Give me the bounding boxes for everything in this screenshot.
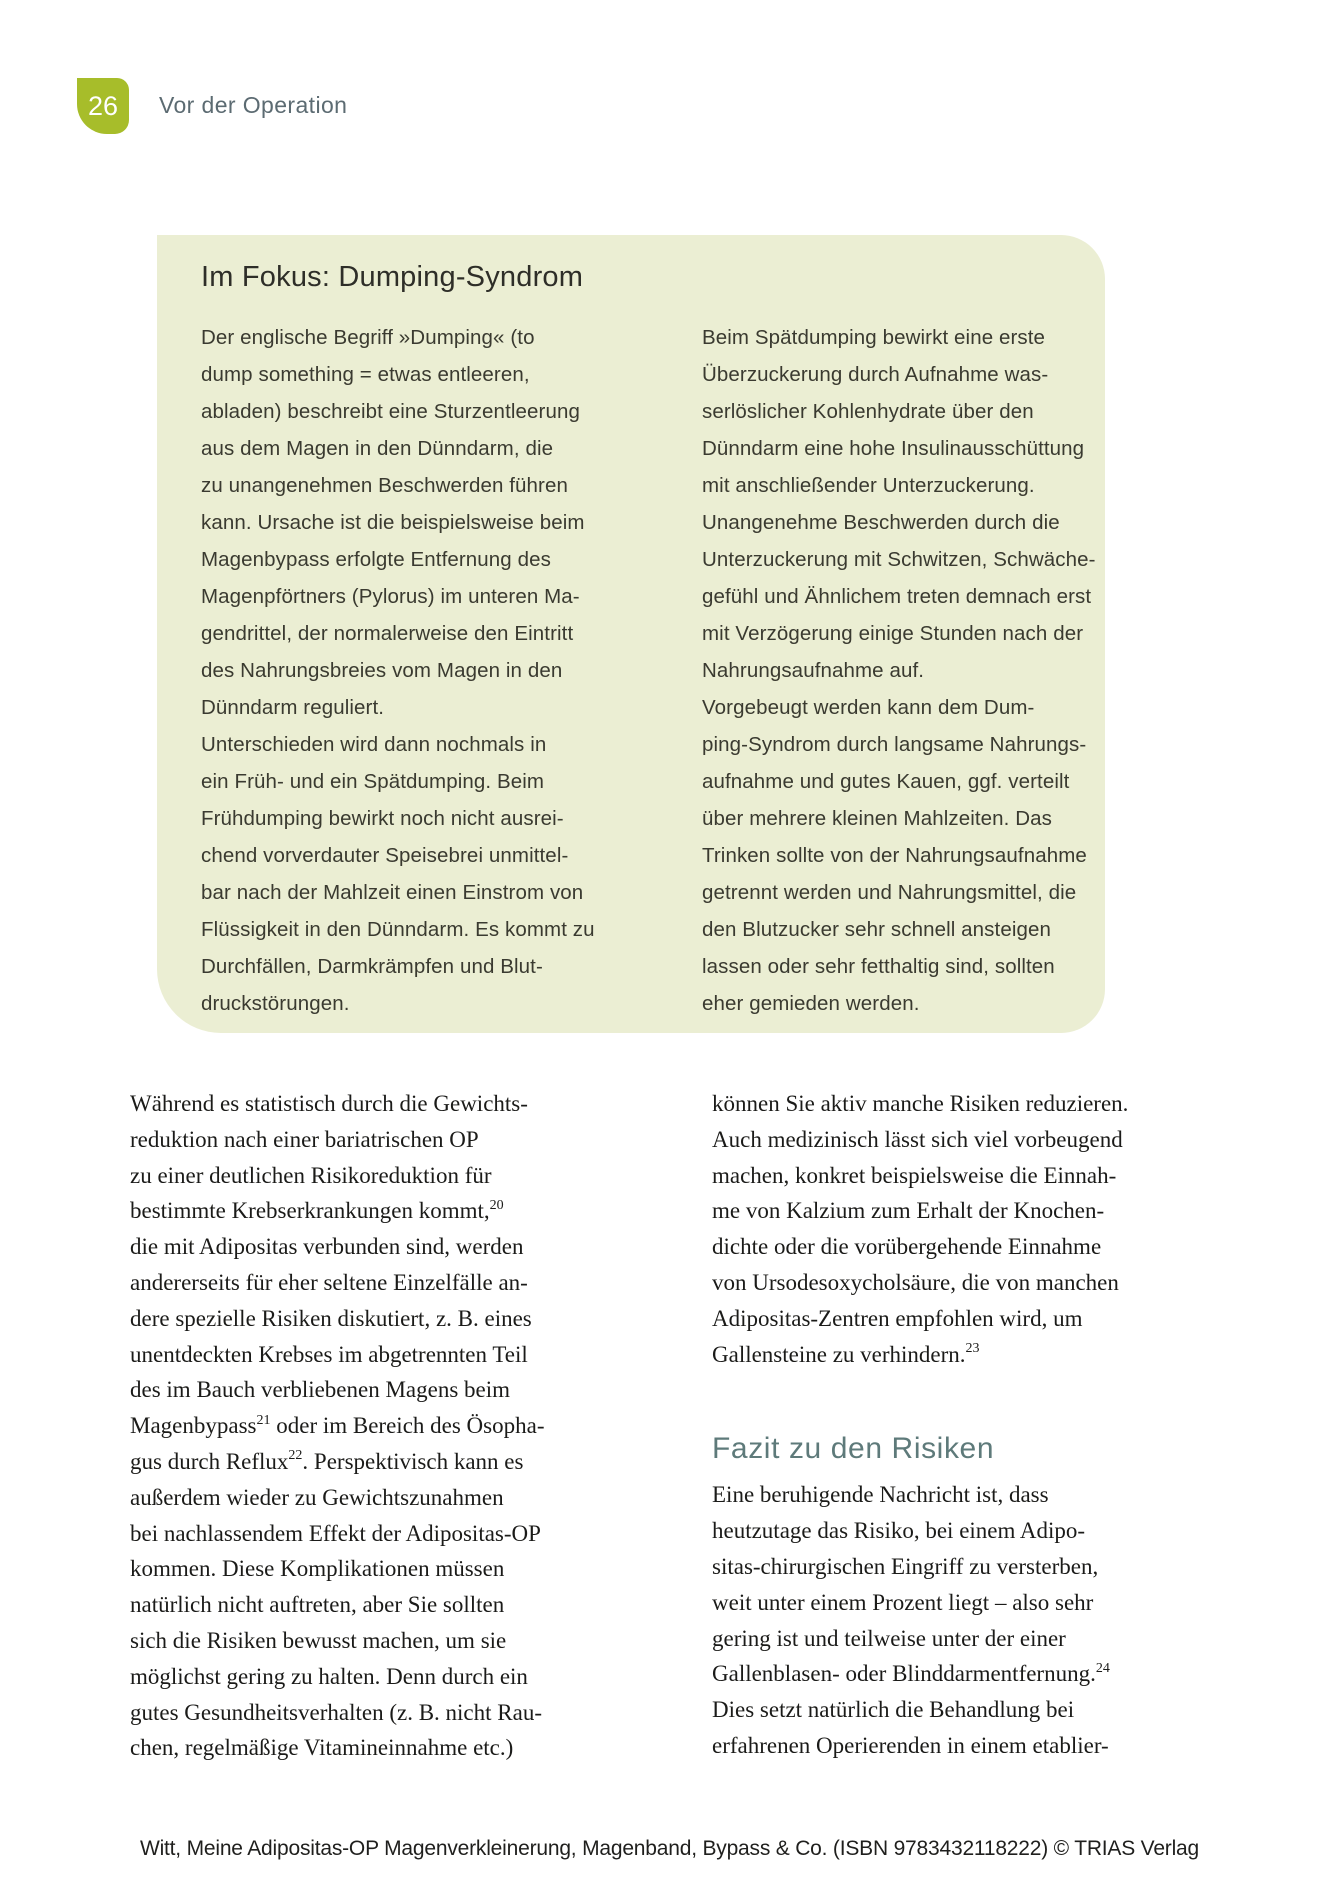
page-number-badge [77, 78, 129, 134]
footnote-ref: 21 [256, 1412, 271, 1428]
text-line: dichte oder die vorübergehende Einnahme [712, 1234, 1102, 1260]
text-line: sitas-chirurgischen Eingriff zu versterben, [712, 1553, 1099, 1579]
text-line: natürlich nicht auftreten, aber Sie sollten [130, 1592, 505, 1618]
text-line: chen, regelmäßige Vitamineinnahme etc.) [130, 1735, 514, 1761]
focus-box-title: Im Fokus: Dumping-Syndrom [201, 261, 584, 293]
text-line: bei nachlassendem Effekt der Adipositas-OP [130, 1520, 541, 1546]
text-line: gus durch Reflux$^{22}$. Perspektivisch kann es [130, 1448, 524, 1474]
text-line: chend vorverdauter Speisebrei unmittel- [201, 844, 569, 867]
text-line: abladen) beschreibt eine Sturzentleerung [201, 400, 580, 423]
text-line: zu einer deutlichen Risikoreduktion für [130, 1162, 492, 1188]
text-line: Dies setzt natürlich die Behandlung bei [712, 1697, 1075, 1723]
text-line: Adipositas-Zentren empfohlen wird, um [712, 1305, 1083, 1331]
text-line: lassen oder sehr fetthaltig sind, sollten [702, 955, 1055, 978]
text-line: Unterzuckerung mit Schwitzen, Schwäche- [702, 548, 1096, 571]
text-line: des im Bauch verbliebenen Magens beim [130, 1377, 511, 1403]
text-line: Magenbypass erfolgte Entfernung des [201, 548, 551, 571]
text-line: den Blutzucker sehr schnell ansteigen [702, 918, 1051, 941]
text-line: Der englische Begriff »Dumping« (to [201, 326, 535, 349]
text-line: machen, konkret beispielsweise die Einnah- [712, 1162, 1117, 1188]
text-line: gefühl und Ähnlichem treten demnach erst [702, 585, 1092, 608]
text-line: gering ist und teilweise unter der einer [712, 1625, 1066, 1651]
text-line: bestimmte Krebserkrankungen kommt,$^{20}$ [130, 1197, 504, 1224]
text-line: heutzutage das Risiko, bei einem Adipo- [712, 1518, 1086, 1544]
text-line: möglichst gering zu halten. Denn durch ein [130, 1663, 528, 1689]
focus-box-right-column [702, 319, 1096, 1022]
text-line: mit anschließender Unterzuckerung. [702, 474, 1035, 497]
text-line: Trinken sollte von der Nahrungsaufnahme [702, 844, 1087, 867]
page-number: 26 [87, 90, 119, 121]
text-line: Gallensteine zu verhindern.$^{23}$ [712, 1340, 980, 1367]
text-line: ein Früh- und ein Spätdumping. Beim [201, 770, 545, 793]
focus-box-left-column [201, 319, 595, 1022]
text-line: aufnahme und gutes Kauen, ggf. verteilt [702, 770, 1070, 793]
body-right-column [712, 1086, 1128, 1764]
text-line: ping-Syndrom durch langsame Nahrungs- [702, 733, 1087, 756]
text-line: des Nahrungsbreies vom Magen in den [201, 659, 563, 682]
footnote-ref: 20 [489, 1197, 504, 1213]
text-line: Dünndarm eine hohe Insulinausschüttung [702, 437, 1085, 460]
focus-box [157, 235, 1105, 1033]
text-line: reduktion nach einer bariatrischen OP [130, 1126, 479, 1152]
text-line: dump something = etwas entleeren, [201, 363, 530, 386]
text-line: zu unangenehmen Beschwerden führen [201, 474, 568, 497]
text-line: serlöslicher Kohlenhydrate über den [702, 400, 1034, 423]
text-line: bar nach der Mahlzeit einen Einstrom von [201, 881, 584, 904]
text-line: Beim Spätdumping bewirkt eine erste [702, 326, 1046, 349]
text-line: kommen. Diese Komplikationen müssen [130, 1556, 505, 1582]
text-line: Durchfällen, Darmkrämpfen und Blut- [201, 955, 543, 978]
text-line: Unterschieden wird dann nochmals in [201, 733, 547, 756]
text-line: aus dem Magen in den Dünndarm, die [201, 437, 554, 460]
text-line: Flüssigkeit in den Dünndarm. Es kommt zu [201, 918, 595, 941]
text-line: dere spezielle Risiken diskutiert, z. B. eines [130, 1305, 532, 1331]
text-line: Während es statistisch durch die Gewichts- [130, 1091, 528, 1116]
text-line: andererseits für eher seltene Einzelfälle an- [130, 1269, 528, 1295]
text-line: Frühdumping bewirkt noch nicht ausrei- [201, 807, 564, 830]
text-line: kann. Ursache ist die beispielsweise beim [201, 511, 585, 534]
text-line: Dünndarm reguliert. [201, 696, 385, 719]
running-header: Vor der Operation [159, 92, 348, 118]
text-line: mit Verzögerung einige Stunden nach der [702, 622, 1084, 645]
footer-credit: Witt, Meine Adipositas-OP Magenverkleinerung, Magenband, Bypass & Co. (ISBN 9783432118222) © TRIAS Verlag [139, 1837, 1200, 1860]
text-line: gutes Gesundheitsverhalten (z. B. nicht Rau- [130, 1699, 542, 1725]
text-line: gendrittel, der normalerweise den Eintritt [201, 622, 574, 645]
text-line: weit unter einem Prozent liegt – also sehr [712, 1589, 1094, 1615]
text-line: unentdeckten Krebses im abgetrennten Teil [130, 1341, 528, 1367]
text-line: die mit Adipositas verbunden sind, werden [130, 1234, 524, 1260]
text-line: Unangenehme Beschwerden durch die [702, 511, 1060, 534]
text-line: Vorgebeugt werden kann dem Dum- [702, 696, 1035, 719]
text-line: Magenpförtners (Pylorus) im unteren Ma- [201, 585, 580, 608]
text-line: getrennt werden und Nahrungsmittel, die [702, 881, 1077, 904]
text-line: Magenbypass$^{21}$ oder im Bereich des Ösopha- [130, 1412, 545, 1439]
footnote-ref: 24 [1095, 1660, 1110, 1676]
text-line: außerdem wieder zu Gewichtszunahmen [130, 1484, 504, 1510]
footnote-ref: 23 [965, 1340, 980, 1356]
text-line: Eine beruhigende Nachricht ist, dass [712, 1482, 1049, 1508]
body-left-column [130, 1086, 545, 1766]
text-line: sich die Risiken bewusst machen, um sie [130, 1627, 507, 1653]
text-line: über mehrere kleinen Mahlzeiten. Das [702, 807, 1052, 830]
text-line: Überzuckerung durch Aufnahme was- [702, 363, 1049, 386]
text-line: von Ursodesoxycholsäure, die von manchen [712, 1269, 1119, 1295]
text-line: Auch medizinisch lässt sich viel vorbeugend [712, 1126, 1123, 1152]
text-line: me von Kalzium zum Erhalt der Knochen- [712, 1198, 1105, 1224]
text-line: druckstörungen. [201, 992, 350, 1015]
text-line: Nahrungsaufnahme auf. [702, 659, 925, 682]
section-heading-fazit: Fazit zu den Risiken [712, 1432, 995, 1466]
body-right-paragraph-1 [712, 1086, 1128, 1372]
footnote-ref: 22 [288, 1448, 303, 1464]
body-right-paragraph-2 [712, 1477, 1128, 1763]
text-line: Gallenblasen- oder Blinddarmentfernung.$^{24}$ [712, 1660, 1110, 1687]
text-line: erfahrenen Operierenden in einem etablier- [712, 1732, 1109, 1758]
text-line: eher gemieden werden. [702, 992, 920, 1015]
text-line: können Sie aktiv manche Risiken reduzieren. [712, 1091, 1129, 1116]
